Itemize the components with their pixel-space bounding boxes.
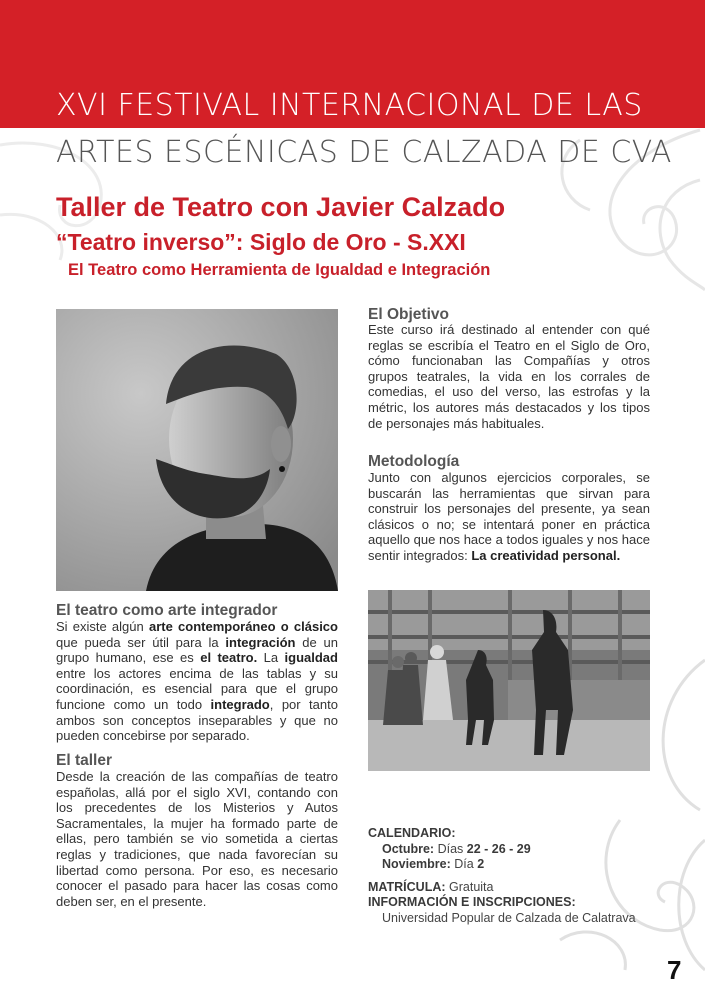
matricula-value: Gratuita — [449, 880, 494, 894]
november-text: Día — [454, 857, 474, 871]
integrador-p6: , por tanto ambos son conceptos inseparables y que no pueden concebirse por separado. — [56, 696, 338, 744]
page-subtitle: “Teatro inverso”: Siglo de Oro - S.XXI — [56, 229, 466, 255]
integrador-heading: El teatro como arte integrador — [56, 602, 278, 619]
metodologia-heading: Metodología — [368, 453, 460, 470]
integrador-b5: integrado — [210, 696, 270, 712]
integrador-p4: La — [263, 650, 279, 666]
october-days: 22 - 26 - 29 — [466, 842, 531, 856]
inscripciones-value: Universidad Popular de Calzada de Calatrava — [382, 911, 636, 925]
integrador-b4: igualdad — [284, 650, 338, 666]
integrador-text — [56, 619, 338, 744]
page-number: 7 — [667, 955, 682, 985]
integrador-p2: que pueda ser útil para la — [56, 634, 219, 650]
matricula-label: MATRÍCULA: — [368, 880, 446, 894]
metodologia-text — [368, 470, 650, 564]
inscripciones-label — [368, 895, 576, 909]
november-label: Noviembre: — [382, 857, 451, 871]
calendario-label — [368, 826, 456, 840]
integrador-b1: arte contemporáneo o clásico — [148, 619, 338, 634]
metodologia-body: Junto con algunos ejercicios corporales, se buscarán las herramientas que sirvan para construir los personajes del presente, ya sean clásicos o no; se intentará poner en práctica aquello que nos hace a todos iguales y nos hace sentir integrados: — [368, 470, 650, 563]
calendario-heading: CALENDARIO: — [368, 826, 456, 840]
matricula — [368, 880, 493, 894]
integrador-p3: de un grupo humano, ese es — [56, 634, 338, 666]
portrait-photo — [56, 309, 338, 591]
taller-text: Desde la creación de las compañías de teatro españolas, allá por el siglo XVI, contando con los precedentes de los Misterios y Autos Sacramentales, la mujer ha formado parte de ellas, pero también se vio sometida a ciertas reglas y tradiciones, que nada favorecían su libertad como persona. Por eso, es necesario conocer el pasado para hacer las cosas como deben ser, en el presente. — [56, 769, 338, 909]
festival-title-line1: XVI FESTIVAL INTERNACIONAL DE LAS — [56, 88, 643, 123]
theater-photo — [368, 590, 650, 771]
november-days: 2 — [477, 857, 485, 871]
page-title: Taller de Teatro con Javier Calzado — [56, 192, 506, 222]
metodologia-highlight: La creatividad personal. — [471, 547, 621, 563]
objetivo-text: Este curso irá destinado al entender con qué reglas se escribía el Teatro en el Siglo de Oro, cómo funcionaban las Compañías y otros grupos teatrales, la vida en los corrales de comedias, el uso del verso, las estrofas y la métric, los autores más destacados y los tipos de personajes más habituales. — [368, 322, 650, 431]
october-text: Días — [437, 842, 464, 856]
page-tagline: El Teatro como Herramienta de Igualdad e Integración — [68, 261, 491, 279]
calendario-october — [382, 842, 531, 856]
integrador-p5: entre los actores encima de las tablas y su coordinación, es esencial para que el grupo funcione como un todo — [56, 665, 338, 712]
october-label: Octubre: — [382, 842, 435, 856]
objetivo-heading: El Objetivo — [368, 306, 449, 323]
integrador-b2: integración — [225, 634, 296, 650]
calendario-november — [382, 857, 484, 871]
integrador-p1: Si existe algún — [56, 619, 144, 634]
festival-title-line2: ARTES ESCÉNICAS DE CALZADA DE CVA — [56, 135, 672, 170]
integrador-b3: el teatro. — [200, 650, 258, 666]
inscripciones-heading: INFORMACIÓN E INSCRIPCIONES: — [368, 895, 576, 909]
taller-heading: El taller — [56, 752, 112, 769]
